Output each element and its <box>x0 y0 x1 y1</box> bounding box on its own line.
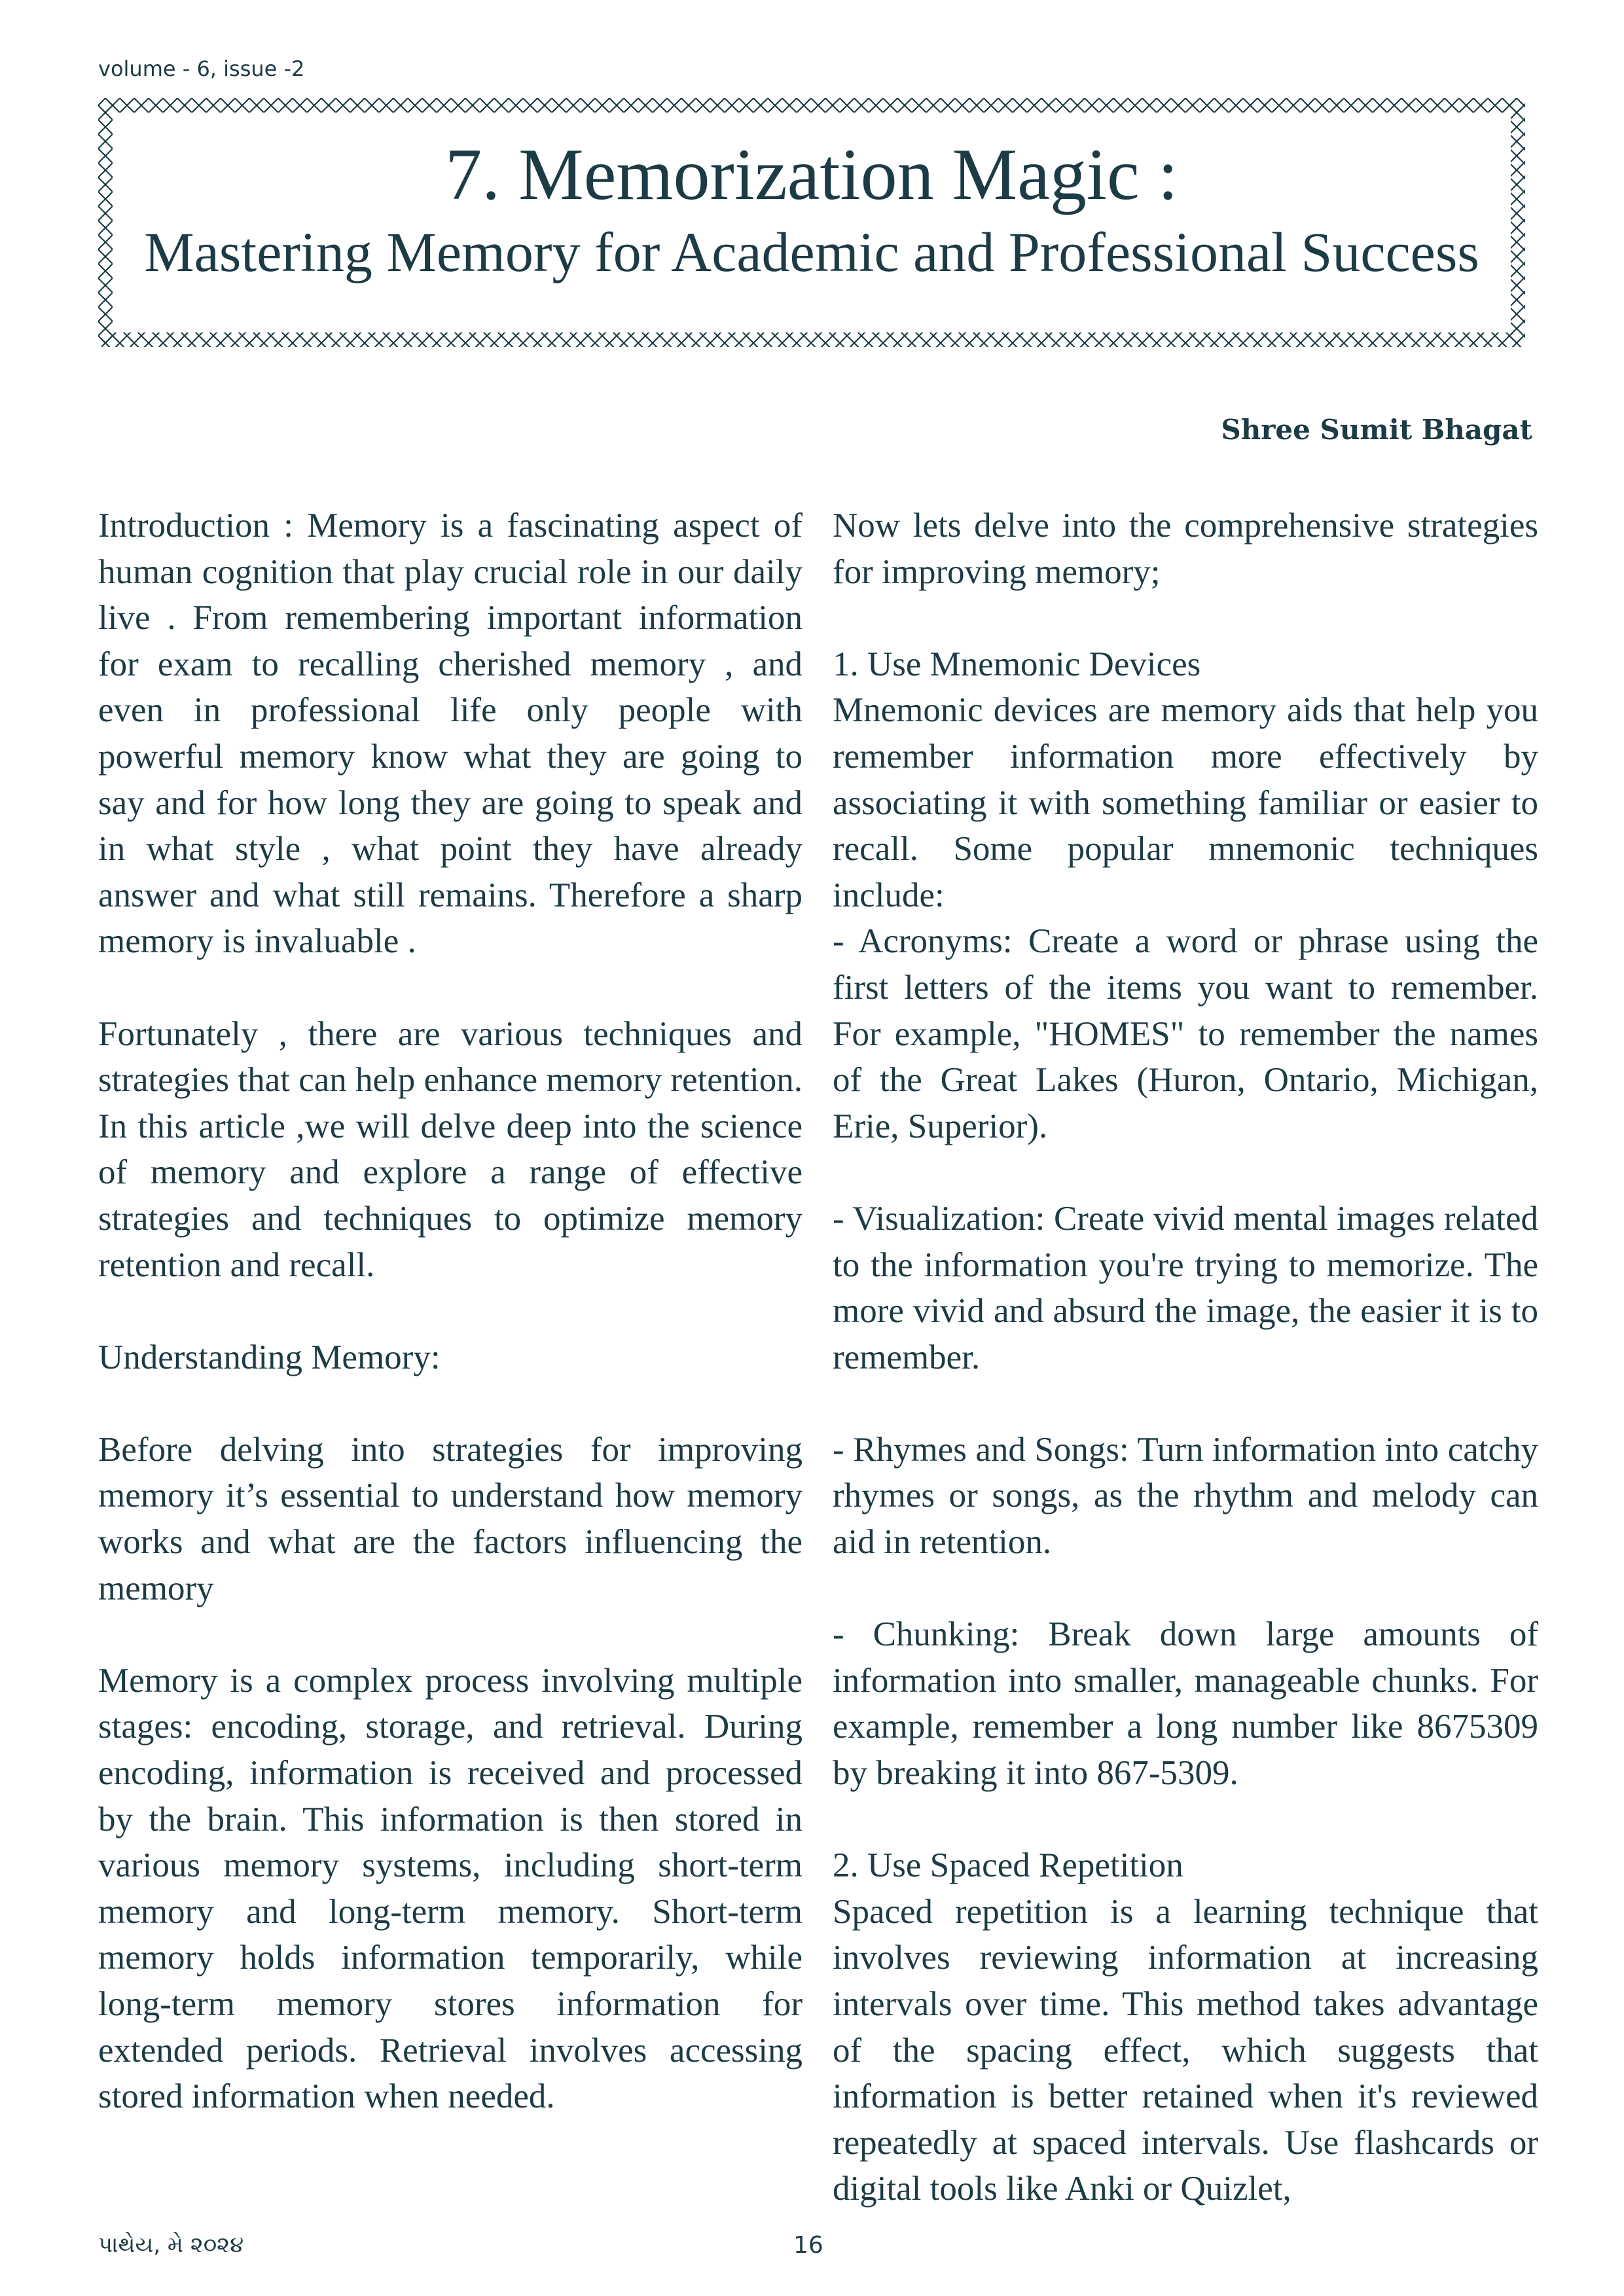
title-subtitle: Mastering Memory for Academic and Professional Success <box>144 221 1479 283</box>
right-column <box>833 503 1538 2212</box>
mnemonic-heading: 1. Use Mnemonic Devices <box>833 645 1201 683</box>
left-column <box>98 503 803 2120</box>
footer-publication: પાથેય, મે ૨૦૨૪ <box>98 2232 244 2258</box>
acronyms-paragraph: - Acronyms: Create a word or phrase using the first letters of the items you want to remember. For example, "HOMES" to remember the names of the Great Lakes (Huron, Ontario, Michigan, Erie, Superior). <box>833 922 1538 1145</box>
author-name: Shree Sumit Bhagat <box>1221 414 1532 446</box>
title-frame <box>98 98 1525 347</box>
title-main: 7. Memorization Magic : <box>445 134 1178 215</box>
before-paragraph: Before delving into strategies for improving memory it’s essential to understand how memory works and what are the factors influencing the memory <box>98 1430 803 1607</box>
memory-process-paragraph: Memory is a complex process involving multiple stages: encoding, storage, and retrieval. During encoding, information is received and processed by the brain. This information is then stored in various memory systems, including short-term memory and long-term memory. Short-term memory holds information temporarily, while long-term memory stores information for extended periods. Retrieval involves accessing stored information when needed. <box>98 1661 803 2116</box>
chunking-paragraph: - Chunking: Break down large amounts of information into smaller, manageable chunks. For example, remember a long number like 8675309 by breaking it into 867-5309. <box>833 1615 1538 1793</box>
delve-paragraph: Now lets delve into the comprehensive strategies for improving memory; <box>833 507 1538 591</box>
fortunately-paragraph: Fortunately , there are various techniques and strategies that can help enhance memory retention. In this article ,we will delve deep into the science of memory and explore a range of effective strategies and techniques to optimize memory retention and recall. <box>98 1014 803 1284</box>
spaced-paragraph: Spaced repetition is a learning technique that involves reviewing information at increasing intervals over time. This method takes advantage of the spacing effect, which suggests that information is better retained when it's reviewed repeatedly at spaced intervals. Use flashcards or digital tools like Anki or Quizlet, <box>833 1892 1538 2208</box>
mnemonic-paragraph: Mnemonic devices are memory aids that help you remember information more effectively by associating it with something familiar or easier to recall. Some popular mnemonic techniques include: <box>833 691 1538 914</box>
spaced-heading: 2. Use Spaced Repetition <box>833 1846 1183 1885</box>
understanding-heading: Understanding Memory: <box>98 1338 441 1376</box>
visualization-paragraph: - Visualization: Create vivid mental images related to the information you're trying to memorize. The more vivid and absurd the image, the easier it is to remember. <box>833 1199 1538 1376</box>
intro-paragraph: Introduction : Memory is a fascinating aspect of human cognition that play crucial role in our daily live . From remembering important information for exam to recalling cherished memory , and even in professional life only people with powerful memory know what they are going to say and for how long they are going to speak and in what style , what point they have already answer and what still remains. Therefore a sharp memory is invaluable . <box>98 507 803 961</box>
page-number: 16 <box>793 2232 823 2259</box>
issue-label: volume - 6, issue -2 <box>98 56 305 81</box>
rhymes-paragraph: - Rhymes and Songs: Turn information into catchy rhymes or songs, as the rhythm and melody can aid in retention. <box>833 1430 1538 1562</box>
